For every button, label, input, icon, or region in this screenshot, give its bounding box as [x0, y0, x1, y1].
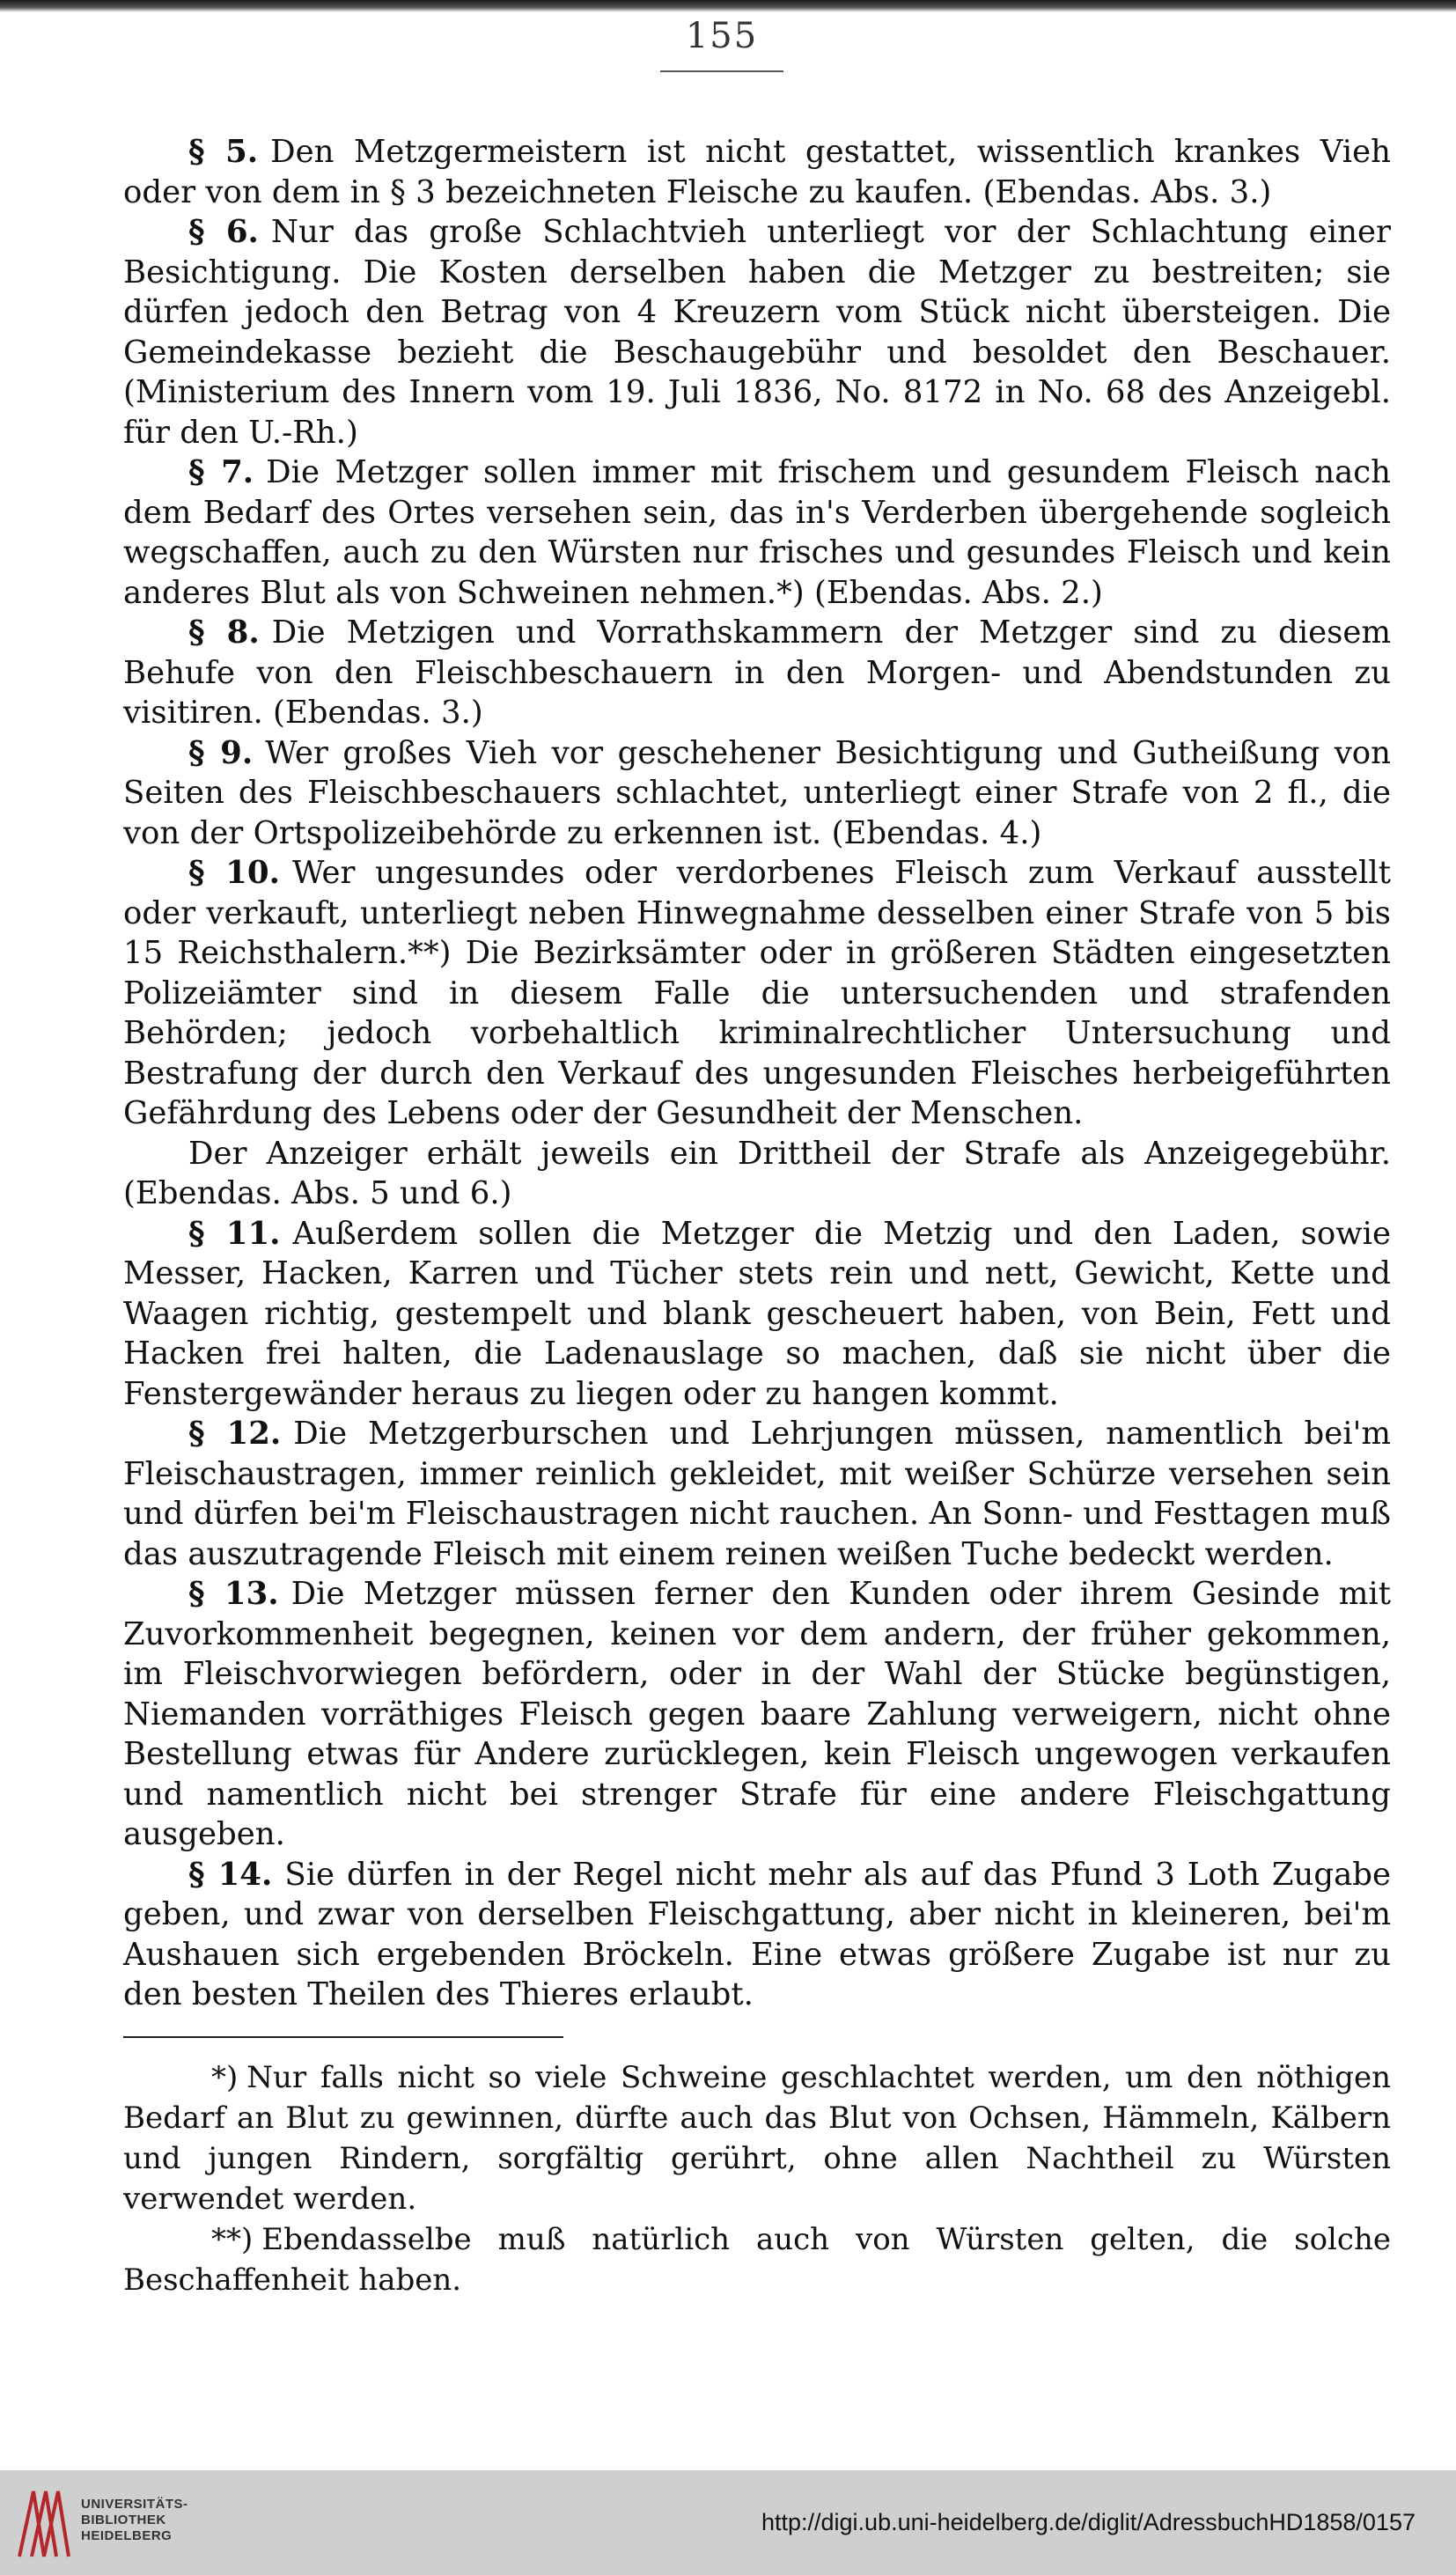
footnote-text: Ebendasselbe muß natürlich auch von Würsten gelten, die solche Beschaffenheit haben.: [123, 2221, 1391, 2298]
paragraph-text: Nur das große Schlachtvieh unterliegt vor der Schlachtung einer Besichtigung. Die Kosten derselben haben die Metzger zu bestreiten; sie dürfen jedoch den Betrag von 4 Kreuzern vom Stück nicht übersteigen. Die Gemeindekasse bezieht die Beschaugebühr und besoldet den Beschauer. (Ministerium des Innern vom 19. Juli 1836, No. 8172 in No. 68 des Anzeigebl. für den U.-Rh.): [123, 214, 1392, 451]
library-name-line: HEIDELBERG: [81, 2528, 173, 2543]
library-name: [81, 2497, 188, 2544]
paragraph-section-14: [123, 1855, 1391, 2015]
paragraph-text: Wer ungesundes oder verdorbenes Fleisch zum Verkauf ausstellt oder verkauft, unterliegt neben Hinwegnahme desselben einer Strafe von 5 bis 15 Reichsthalern.**) Die Bezirksämter oder in größeren Städten eingesetzten Polizeiämter sind in diesem Falle die untersuchenden und strafenden Behörden; jedoch vorbehaltlich kriminalrechtlicher Untersuchung und Bestrafung der durch den Verkauf des ungesunden Fleisches herbeigeführten Gefährdung des Lebens oder der Gesundheit der Menschen.: [123, 855, 1391, 1131]
paragraph-section-11: [123, 1214, 1391, 1415]
section-number: § 6.: [188, 214, 259, 250]
paragraph-section-5: [123, 132, 1391, 212]
paragraph-section-12: [123, 1414, 1391, 1574]
paragraph-section-9: [123, 733, 1391, 854]
section-number: § 14.: [188, 1856, 273, 1893]
paragraph-section-8: [123, 613, 1391, 733]
page-number: 155: [685, 16, 759, 56]
paragraph-section-6: [123, 212, 1391, 452]
footer-bar: [0, 2470, 1456, 2575]
paragraph-text: Sie dürfen in der Regel nicht mehr als auf das Pfund 3 Loth Zugabe geben, und zwar von derselben Fleischgattung, aber nicht in kleineren, bei'm Aushauen sich ergebenden Bröckeln. Eine etwas größere Zugabe ist nur zu den besten Theilen des Thieres erlaubt.: [123, 1856, 1392, 2012]
section-number: § 12.: [188, 1416, 282, 1452]
paragraph-text: Wer großes Vieh vor geschehener Besichtigung und Gutheißung von Seiten des Fleischbeschauers schlachtet, unterliegt einer Strafe von 2 fl., die von der Ortspolizeibehörde zu erkennen ist. (Ebendas. 4.): [123, 734, 1392, 851]
source-url-link[interactable]: http://digi.ub.uni-heidelberg.de/diglit/AdressbuchHD1858/0157: [761, 2509, 1416, 2535]
paragraph-section-7: [123, 452, 1391, 613]
paragraph-text: Die Metzgerburschen und Lehrjungen müssen, namentlich bei'm Fleischaustragen, immer reinlich gekleidet, mit weißer Schürze versehen sein und dürfen bei'm Fleischaustragen nicht rauchen. An Sonn- und Festtagen muß das auszutragende Fleisch mit einem reinen weißen Tuche bedeckt werden.: [123, 1416, 1391, 1572]
footnote-mark: *): [211, 2059, 239, 2095]
paragraph-text: Den Metzgermeistern ist nicht gestattet, wissentlich krankes Vieh oder von dem in § 3 bezeichneten Fleische zu kaufen. (Ebendas. Abs. 3.): [123, 134, 1391, 210]
section-number: § 9.: [188, 734, 254, 771]
section-number: § 10.: [188, 855, 280, 891]
paragraph-text: Die Metzger sollen immer mit frischem und gesundem Fleisch nach dem Bedarf des Ortes versehen sein, das in's Verderben übergehende sogleich wegschaffen, auch zu den Würsten nur frisches und gesundes Fleisch und kein anderes Blut als von Schweinen nehmen.*) (Ebendas. Abs. 2.): [123, 454, 1391, 611]
scan-top-edge: [0, 0, 1456, 12]
section-number: § 11.: [188, 1215, 281, 1252]
footnote-1: [123, 2057, 1391, 2219]
paragraph-text: Die Metzigen und Vorrathskammern der Metzger sind zu diesem Behufe von den Fleischbeschauern in den Morgen- und Abendstunden zu visitiren. (Ebendas. 3.): [123, 614, 1391, 731]
page-number-rule: [660, 70, 783, 72]
university-library-logo-icon[interactable]: [14, 2486, 70, 2560]
library-name-line: UNIVERSITÄTS-: [81, 2497, 188, 2512]
paragraph-section-13: [123, 1574, 1391, 1855]
section-number: § 5.: [188, 134, 259, 170]
paragraph-text: Die Metzger müssen ferner den Kunden oder ihrem Gesinde mit Zuvorkommenheit begegnen, keinen vor dem andern, der früher gekommen, im Fleischvorwiegen befördern, oder in der Wahl der Stücke begünstigen, Niemanden vorräthiges Fleisch gegen baare Zahlung verweigern, nicht ohne Bestellung etwas für Andere zurücklegen, kein Fleisch ungewogen verkaufen und namentlich nicht bei strenger Strafe für eine andere Fleischgattung ausgeben.: [123, 1576, 1391, 1852]
footnote-2: [123, 2219, 1391, 2300]
footnote-divider: [123, 2036, 563, 2038]
section-number: § 13.: [188, 1576, 279, 1612]
section-number: § 8.: [188, 614, 260, 651]
paragraph-text: Außerdem sollen die Metzger die Metzig und den Laden, sowie Messer, Hacken, Karren und Tücher stets rein und nett, Gewicht, Kette und Waagen richtig, gestempelt und blank gescheuert haben, von Bein, Fett und Hacken frei halten, die Ladenauslage so machen, daß sie nicht über die Fenstergewänder heraus zu liegen oder zu hangen kommt.: [123, 1215, 1391, 1412]
paragraph-text: Der Anzeiger erhält jeweils ein Drittheil der Strafe als Anzeigegebühr. (Ebendas. Abs. 5 und 6.): [123, 1135, 1391, 1211]
footnote-mark: **): [211, 2221, 254, 2257]
paragraph-section-10: [123, 853, 1391, 1134]
section-number: § 7.: [188, 454, 254, 490]
page-body: [123, 132, 1391, 2300]
library-name-line: BIBLIOTHEK: [81, 2512, 166, 2527]
paragraph-section-10-continued: [123, 1134, 1391, 1214]
footnote-text: Nur falls nicht so viele Schweine geschlachtet werden, um den nöthigen Bedarf an Blut zu gewinnen, dürfte auch das Blut von Ochsen, Hämmeln, Kälbern und jungen Rindern, sorgfältig gerührt, ohne allen Nachtheil zu Würsten verwendet werden.: [123, 2059, 1391, 2217]
